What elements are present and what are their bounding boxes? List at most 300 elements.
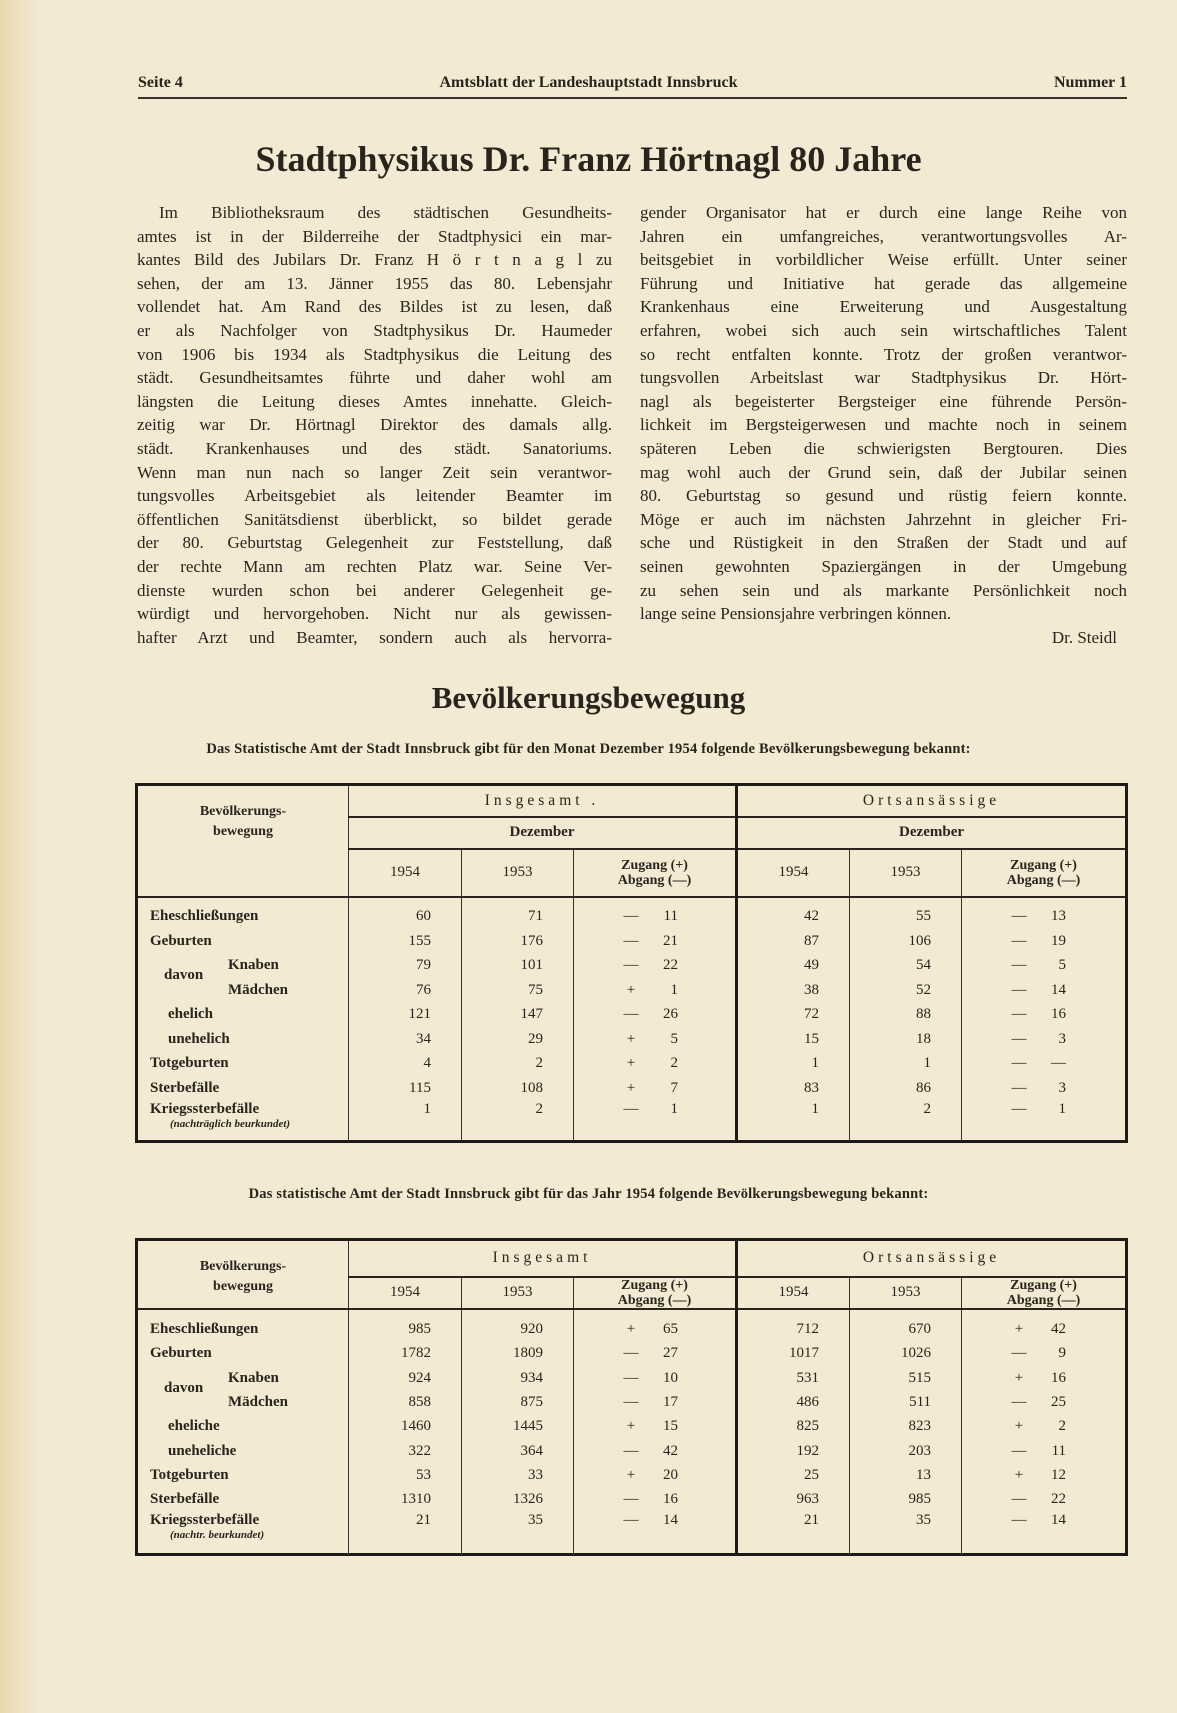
- value-cell: 920: [462, 1318, 574, 1342]
- difference-cell: [574, 1003, 737, 1028]
- difference-cell: [574, 954, 737, 979]
- difference-sign: —: [1011, 932, 1027, 949]
- difference-sign: —: [1011, 1442, 1027, 1459]
- article-line: nagl als begeisterter Bergsteiger eine führende Persön-: [640, 391, 1127, 411]
- table-row: [137, 1003, 1127, 1028]
- table-row: [137, 1342, 1127, 1366]
- difference-cell: [962, 1366, 1127, 1390]
- difference-cell: [574, 1052, 737, 1077]
- row-label-text: Knaben: [228, 1369, 279, 1386]
- article-line: erfahren, wobei sich auch sein wirtschaftliches Talent: [640, 320, 1127, 340]
- spacer-cell: [962, 1309, 1127, 1318]
- row-label-wrap: [168, 1418, 348, 1435]
- row-label-text: Totgeburten: [150, 1055, 229, 1072]
- difference-value: 16: [663, 1491, 678, 1508]
- difference-sign: +: [1014, 1466, 1024, 1483]
- difference-sign: —: [1011, 1491, 1027, 1508]
- difference-cell: [574, 1463, 737, 1487]
- table-row: [137, 1463, 1127, 1487]
- difference-cell: [574, 1366, 737, 1390]
- group-header: Ortsansässige: [737, 1240, 1127, 1277]
- article-line: gender Organisator hat er durch eine lange Reihe von: [640, 203, 1127, 222]
- article-line: Wenn man nun nach so langer Zeit sein verantwor-: [137, 462, 612, 482]
- table-row: [137, 978, 1127, 1003]
- difference-value: 1: [1058, 1100, 1067, 1117]
- article-line: zu sehen sein und als markante Persönlichkeit noch: [640, 580, 1127, 600]
- difference-sign: —: [623, 1100, 639, 1117]
- table-row: [137, 1415, 1127, 1439]
- value-cell: 934: [462, 1366, 574, 1390]
- difference-cell: [574, 1101, 737, 1142]
- difference-value: 13: [1051, 908, 1067, 925]
- value-cell: 29: [462, 1027, 574, 1052]
- difference-sign: —: [1011, 981, 1027, 998]
- diff-header-line: Abgang (—): [1006, 872, 1081, 888]
- davon-label: davon: [164, 967, 204, 984]
- difference-sign: +: [1014, 1321, 1024, 1338]
- difference-cell: [962, 1003, 1127, 1028]
- value-cell: 42: [737, 905, 850, 930]
- row-label-wrap: [168, 1443, 348, 1460]
- value-cell: 176: [462, 929, 574, 954]
- row-label-text: Geburten: [150, 932, 212, 949]
- value-cell: 75: [462, 978, 574, 1003]
- spacer-cell: [962, 897, 1127, 905]
- diff-header: [962, 1277, 1127, 1309]
- article-line: städt. Krankenhauses und des städt. Sanatoriums.: [137, 438, 612, 458]
- diff-header-line: Zugang (+): [621, 1277, 688, 1293]
- value-cell: 15: [737, 1027, 850, 1052]
- row-label-text: unehelich: [168, 1030, 230, 1047]
- row-label: [137, 1463, 349, 1487]
- value-cell: 875: [462, 1390, 574, 1414]
- year-header: 1953: [462, 1277, 574, 1309]
- difference-cell: [574, 978, 737, 1003]
- article-line: Möge er auch im nächsten Jahrzehnt in gleicher Fri-: [640, 509, 1127, 529]
- difference-cell: [962, 1463, 1127, 1487]
- value-cell: 35: [462, 1512, 574, 1555]
- table-row: [137, 1027, 1127, 1052]
- value-cell: 712: [737, 1318, 850, 1342]
- difference-value: 17: [663, 1394, 678, 1411]
- table-row: [137, 1512, 1127, 1555]
- difference-value: 25: [1051, 1394, 1067, 1411]
- difference-value: 1: [670, 981, 678, 998]
- diff-header-line: Zugang (+): [621, 857, 688, 873]
- row-note: (nachträglich beurkundet): [170, 1117, 291, 1130]
- table-row: [137, 905, 1127, 930]
- difference-cell: [574, 1027, 737, 1052]
- row-label-text: Eheschließungen: [150, 1321, 259, 1338]
- value-cell: 147: [462, 1003, 574, 1028]
- article-line: 80. Geburtstag so gesund und rüstig feiern konnte.: [640, 486, 1127, 506]
- difference-sign: —: [1011, 957, 1027, 974]
- difference-cell: [574, 1439, 737, 1463]
- difference-cell: [962, 1390, 1127, 1414]
- table-row: [137, 1366, 1127, 1390]
- section-title: Bevölkerungsbewegung: [431, 680, 746, 715]
- value-cell: 35: [850, 1512, 962, 1555]
- value-cell: 203: [850, 1439, 962, 1463]
- article-line: mag wohl auch der Grund sein, daß der Jubilar seinen: [640, 462, 1127, 482]
- table-caption-month: Das Statistische Amt der Stadt Innsbruck gibt für den Monat Dezember 1954 folgende Bevölkerungsbewegung bekannt:: [206, 741, 971, 757]
- article-line: Krankenhaus eine Erweiterung und Ausgestaltung: [640, 297, 1127, 317]
- label-header-line: Bevölkerungs-: [199, 1259, 287, 1274]
- difference-value: 15: [663, 1418, 678, 1435]
- difference-cell: [962, 1439, 1127, 1463]
- value-cell: 985: [349, 1318, 462, 1342]
- label-header-line: Bevölkerungs-: [199, 804, 287, 819]
- difference-sign: —: [623, 1491, 639, 1508]
- article-line: kantes Bild des Jubilars Dr. Franz H ö r t n a g l zu: [137, 250, 612, 270]
- difference-value: 14: [1051, 981, 1067, 998]
- row-label-wrap: [150, 1080, 348, 1097]
- difference-cell: [962, 954, 1127, 979]
- row-label: [137, 1003, 349, 1028]
- article-line: Jahren ein umfangreiches, verantwortungsvolles Ar-: [640, 226, 1127, 246]
- article-line: von 1906 bis 1934 als Stadtphysikus die Leitung des: [137, 344, 612, 364]
- value-cell: 88: [850, 1003, 962, 1028]
- value-cell: 38: [737, 978, 850, 1003]
- month-header: Dezember: [737, 817, 1127, 849]
- difference-sign: —: [623, 1369, 639, 1386]
- difference-sign: —: [623, 1511, 639, 1528]
- value-cell: 83: [737, 1076, 850, 1101]
- difference-value: 21: [663, 932, 678, 949]
- value-cell: 34: [349, 1027, 462, 1052]
- row-label: [137, 1512, 349, 1555]
- value-cell: 2: [850, 1101, 962, 1142]
- diff-header-line: Zugang (+): [1010, 1277, 1077, 1293]
- difference-cell: [574, 1390, 737, 1414]
- difference-value: 22: [1051, 1491, 1067, 1508]
- value-cell: 121: [349, 1003, 462, 1028]
- year-header: 1954: [737, 1277, 850, 1309]
- difference-cell: [574, 1076, 737, 1101]
- population-table: [135, 1238, 1128, 1556]
- difference-sign: +: [626, 981, 636, 998]
- difference-value: 11: [663, 908, 678, 925]
- difference-value: 22: [663, 957, 678, 974]
- difference-value: 12: [1051, 1466, 1067, 1483]
- row-label-wrap: [150, 1055, 348, 1072]
- row-label-text: Mädchen: [228, 1394, 288, 1411]
- value-cell: 858: [349, 1390, 462, 1414]
- article-line: sehen, der am 13. Jänner 1955 das 80. Lebensjahr: [137, 273, 612, 293]
- difference-value: 42: [1051, 1321, 1067, 1338]
- article-line: lichkeit im Bergsteigerwesen und machte noch in seinem: [640, 415, 1127, 435]
- year-header: 1954: [349, 1277, 462, 1309]
- year-header: 1953: [850, 1277, 962, 1309]
- group-header: Ortsansässige: [737, 785, 1127, 817]
- row-label-wrap: [138, 982, 348, 999]
- value-cell: 106: [850, 929, 962, 954]
- spacer-cell: [137, 1309, 349, 1318]
- article-line: städt. Gesundheitsamtes führte und daher wohl am: [137, 368, 612, 388]
- row-label-wrap: [138, 1394, 348, 1411]
- difference-value: 3: [1058, 1030, 1067, 1047]
- table-row: [137, 1101, 1127, 1142]
- difference-sign: +: [626, 1321, 636, 1338]
- difference-value: 11: [1051, 1442, 1067, 1459]
- header-rule: [138, 97, 1127, 99]
- article-line: längsten die Leitung dieses Amtes innehatte. Gleich-: [137, 391, 612, 411]
- article-line: Führung und Initiative hat gerade das allgemeine: [640, 273, 1127, 293]
- row-label-text: Sterbefälle: [150, 1491, 220, 1508]
- difference-value: 2: [1058, 1418, 1067, 1435]
- row-label: [137, 978, 349, 1003]
- value-cell: 192: [737, 1439, 850, 1463]
- difference-sign: —: [623, 1394, 639, 1411]
- value-cell: 49: [737, 954, 850, 979]
- difference-sign: —: [1011, 1511, 1027, 1528]
- difference-value: 14: [663, 1511, 678, 1528]
- difference-value: 10: [663, 1369, 678, 1386]
- value-cell: 924: [349, 1366, 462, 1390]
- spacer-cell: [462, 897, 574, 905]
- table-row: [137, 954, 1127, 979]
- row-label-text: Totgeburten: [150, 1466, 229, 1483]
- article-line: der rechte Mann am rechten Platz war. Seine Ver-: [137, 556, 612, 576]
- article-line: amtes ist in der Bilderreihe der Stadtphysici ein mar-: [137, 226, 612, 246]
- difference-cell: [962, 1052, 1127, 1077]
- difference-cell: [962, 1318, 1127, 1342]
- row-label-text: Kriegssterbefälle: [150, 1511, 260, 1528]
- row-label-text: Sterbefälle: [150, 1079, 220, 1096]
- table-row: [137, 929, 1127, 954]
- article-line: lange seine Pensionsjahre verbringen können.: [640, 604, 952, 624]
- row-label-text: Geburten: [150, 1345, 212, 1362]
- value-cell: 86: [850, 1076, 962, 1101]
- value-cell: 1: [737, 1052, 850, 1077]
- table-row: [137, 1076, 1127, 1101]
- table-row: [137, 1052, 1127, 1077]
- row-label: [137, 1318, 349, 1342]
- value-cell: 71: [462, 905, 574, 930]
- row-label: [137, 1488, 349, 1512]
- row-label: [137, 1390, 349, 1414]
- difference-cell: [574, 905, 737, 930]
- difference-cell: [962, 905, 1127, 930]
- value-cell: 21: [737, 1512, 850, 1555]
- value-cell: 1026: [850, 1342, 962, 1366]
- value-cell: 55: [850, 905, 962, 930]
- difference-value: 3: [1058, 1079, 1067, 1096]
- difference-sign: —: [1011, 1345, 1027, 1362]
- year-header: 1954: [737, 849, 850, 897]
- value-cell: 101: [462, 954, 574, 979]
- article-line: tungsvolles Arbeitsgebiet als leitender Beamter im: [137, 486, 612, 506]
- spacer-cell: [737, 1309, 850, 1318]
- spacer-cell: [850, 897, 962, 905]
- difference-sign: +: [626, 1055, 636, 1072]
- value-cell: 670: [850, 1318, 962, 1342]
- difference-cell: [574, 1415, 737, 1439]
- article-line: würdigt und hervorgehoben. Nicht nur als gewissen-: [137, 604, 612, 624]
- row-label-wrap: [168, 1006, 348, 1023]
- difference-cell: [962, 1076, 1127, 1101]
- difference-sign: +: [626, 1030, 636, 1047]
- difference-sign: —: [623, 1442, 639, 1459]
- difference-sign: —: [623, 957, 639, 974]
- difference-sign: —: [623, 908, 639, 925]
- value-cell: 531: [737, 1366, 850, 1390]
- difference-sign: +: [626, 1418, 636, 1435]
- row-label-wrap: [138, 1369, 348, 1396]
- value-cell: 1017: [737, 1342, 850, 1366]
- value-cell: 115: [349, 1076, 462, 1101]
- row-label-wrap: [168, 1031, 348, 1048]
- row-label-wrap: [150, 1512, 348, 1541]
- value-cell: 60: [349, 905, 462, 930]
- article-line: Im Bibliotheksraum des städtischen Gesundheits-: [159, 203, 612, 222]
- article-line: sche und Rüstigkeit in den Straßen der Stadt und auf: [640, 533, 1127, 553]
- article-signature: Dr. Steidl: [1051, 627, 1117, 647]
- value-cell: 76: [349, 978, 462, 1003]
- value-cell: 1310: [349, 1488, 462, 1512]
- value-cell: 2: [462, 1052, 574, 1077]
- difference-value: 16: [1051, 1006, 1067, 1023]
- difference-value: 1: [670, 1100, 678, 1117]
- difference-sign: —: [623, 1345, 639, 1362]
- spacer-cell: [462, 1309, 574, 1318]
- group-header: Insgesamt .: [349, 785, 737, 817]
- article-line: beitsgebiet in vorbildlicher Weise erfüllt. Unter seiner: [640, 250, 1127, 270]
- value-cell: 1326: [462, 1488, 574, 1512]
- diff-header: [574, 1277, 737, 1309]
- value-cell: 486: [737, 1390, 850, 1414]
- difference-sign: +: [1014, 1369, 1024, 1386]
- article-line: der 80. Geburtstag Gelegenheit zur Feststellung, daß: [137, 533, 612, 553]
- difference-value: 5: [1058, 957, 1067, 974]
- row-label-wrap: [150, 908, 348, 925]
- difference-sign: —: [623, 1006, 639, 1023]
- label-header: [137, 785, 349, 897]
- value-cell: 21: [349, 1512, 462, 1555]
- difference-value: 16: [1051, 1369, 1067, 1386]
- difference-value: —: [1051, 1055, 1067, 1072]
- difference-value: 26: [663, 1006, 678, 1023]
- row-label-wrap: [150, 1467, 348, 1484]
- header-page-number: Seite 4: [138, 74, 183, 91]
- value-cell: 511: [850, 1390, 962, 1414]
- row-label-text: eheliche: [168, 1418, 220, 1435]
- value-cell: 79: [349, 954, 462, 979]
- difference-sign: —: [623, 932, 639, 949]
- row-label: [137, 1101, 349, 1142]
- difference-value: 9: [1058, 1345, 1067, 1362]
- difference-sign: —: [1011, 1079, 1027, 1096]
- value-cell: 108: [462, 1076, 574, 1101]
- article-line: so recht entfalten konnte. Trotz der großen verantwor-: [640, 344, 1127, 364]
- value-cell: 4: [349, 1052, 462, 1077]
- row-label: [137, 1366, 349, 1396]
- year-header: 1953: [462, 849, 574, 897]
- difference-sign: +: [626, 1466, 636, 1483]
- article-line: öffentlichen Sanitätsdienst überblickt, so bildet gerade: [137, 509, 612, 529]
- article-line: seinen gewohnten Spaziergängen in der Umgebung: [640, 556, 1127, 576]
- difference-value: 65: [663, 1321, 678, 1338]
- difference-cell: [962, 1101, 1127, 1142]
- diff-header: [574, 849, 737, 897]
- table-row: [137, 1488, 1127, 1512]
- article-line: späteren Leben die schwierigsten Bergtouren. Dies: [640, 438, 1127, 458]
- label-header-line: bewegung: [213, 824, 273, 839]
- diff-header: [962, 849, 1127, 897]
- difference-sign: —: [1011, 1394, 1027, 1411]
- header-issue-number: Nummer 1: [1053, 74, 1127, 91]
- diff-header-line: Zugang (+): [1010, 857, 1077, 873]
- value-cell: 1460: [349, 1415, 462, 1439]
- row-label: [137, 954, 349, 984]
- value-cell: 72: [737, 1003, 850, 1028]
- value-cell: 823: [850, 1415, 962, 1439]
- label-header-line: bewegung: [213, 1279, 273, 1294]
- value-cell: 825: [737, 1415, 850, 1439]
- difference-cell: [962, 1415, 1127, 1439]
- difference-sign: +: [1014, 1418, 1024, 1435]
- difference-value: 27: [663, 1345, 678, 1362]
- difference-value: 5: [670, 1030, 678, 1047]
- value-cell: 1: [349, 1101, 462, 1142]
- value-cell: 155: [349, 929, 462, 954]
- difference-cell: [574, 1488, 737, 1512]
- spacer-cell: [137, 897, 349, 905]
- diff-header-line: Abgang (—): [1006, 1292, 1081, 1308]
- header-publication: Amtsblatt der Landeshauptstadt Innsbruck: [439, 74, 738, 91]
- article-column-right: [640, 201, 1127, 649]
- row-label: [137, 905, 349, 930]
- difference-cell: [962, 1342, 1127, 1366]
- row-label-text: Mädchen: [228, 981, 288, 998]
- value-cell: 18: [850, 1027, 962, 1052]
- row-label-text: Eheschließungen: [150, 908, 259, 925]
- value-cell: 1: [737, 1101, 850, 1142]
- difference-cell: [962, 1488, 1127, 1512]
- value-cell: 1809: [462, 1342, 574, 1366]
- difference-cell: [962, 978, 1127, 1003]
- year-header: 1954: [349, 849, 462, 897]
- difference-cell: [962, 929, 1127, 954]
- row-label-wrap: [150, 1101, 348, 1130]
- spacer-cell: [574, 1309, 737, 1318]
- value-cell: 53: [349, 1463, 462, 1487]
- article-line: tungsvollen Arbeitslast war Stadtphysikus Dr. Hört-: [640, 368, 1127, 388]
- year-header: 1953: [850, 849, 962, 897]
- article-line: dienste wurden schon bei anderer Gelegenheit ge-: [137, 580, 612, 600]
- article-title: Stadtphysikus Dr. Franz Hörtnagl 80 Jahre: [255, 139, 922, 179]
- table-row: [137, 1318, 1127, 1342]
- population-table: [135, 783, 1128, 1143]
- diff-header-line: Abgang (—): [617, 872, 692, 888]
- value-cell: 1445: [462, 1415, 574, 1439]
- row-label-text: Kriegssterbefälle: [150, 1100, 260, 1117]
- value-cell: 33: [462, 1463, 574, 1487]
- row-label: [137, 1439, 349, 1463]
- difference-cell: [962, 1512, 1127, 1555]
- row-note: (nachtr. beurkundet): [170, 1528, 265, 1541]
- row-label-wrap: [150, 933, 348, 950]
- spacer-cell: [349, 897, 462, 905]
- diff-header-line: Abgang (—): [617, 1292, 692, 1308]
- difference-cell: [574, 1512, 737, 1555]
- article-line: zeitig war Dr. Hörtnagl Direktor des damals allg.: [137, 415, 612, 435]
- row-label-wrap: [150, 1345, 348, 1362]
- row-label: [137, 1342, 349, 1366]
- difference-sign: —: [1011, 1100, 1027, 1117]
- spacer-cell: [737, 897, 850, 905]
- difference-value: 42: [663, 1442, 678, 1459]
